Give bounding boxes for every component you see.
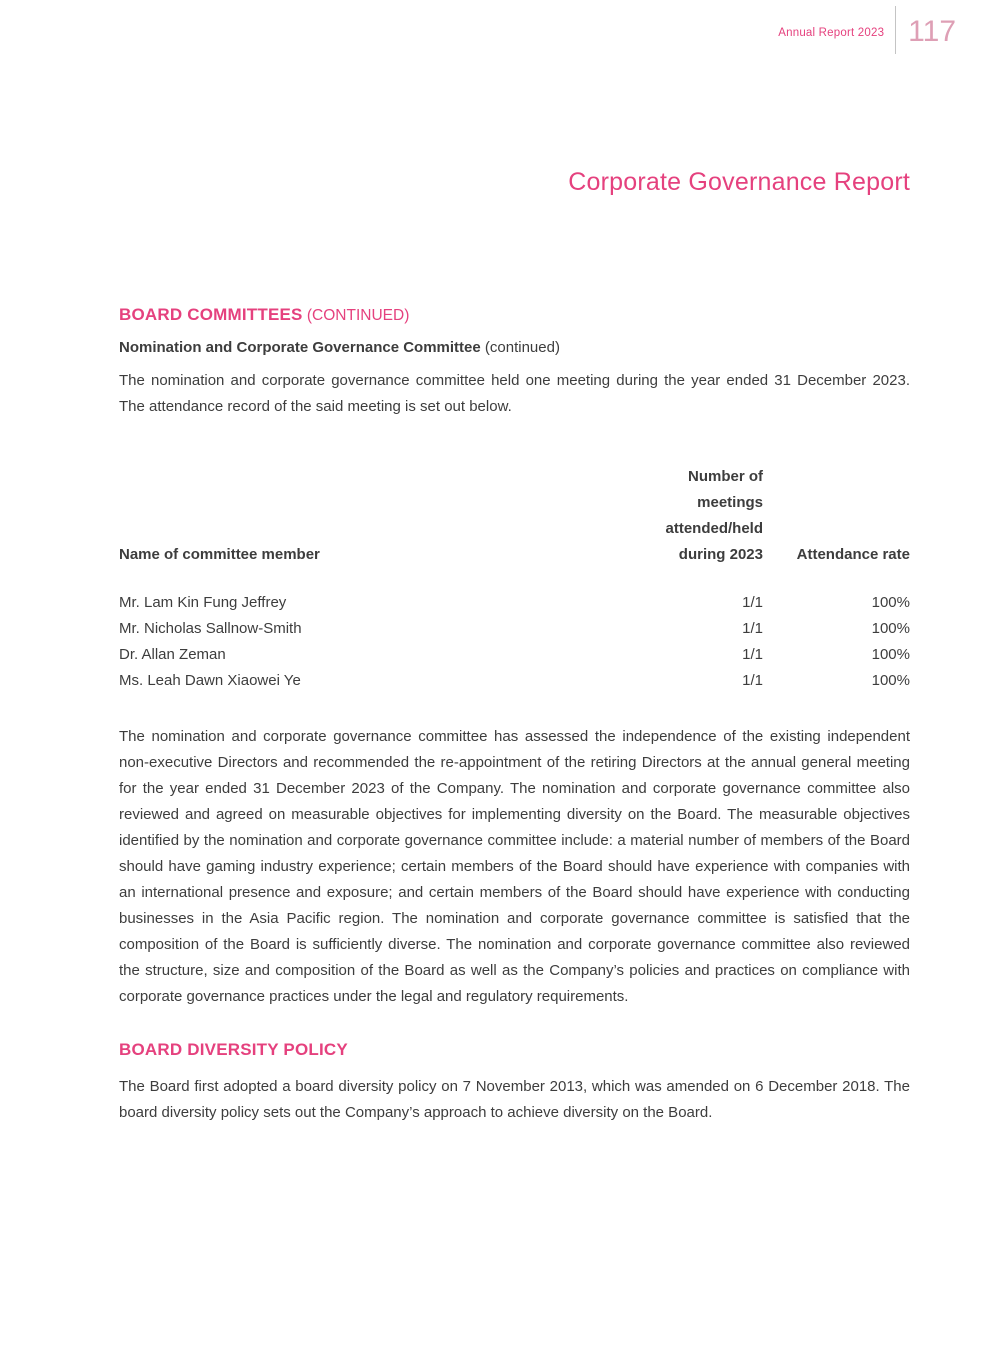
table-row: [119, 616, 910, 642]
board-diversity-paragraph: The Board first adopted a board diversity policy on 7 November 2013, which was amended on 6 December 2018. The board diversity policy sets out the Company’s approach to achieve diversity on the Board.: [119, 1078, 910, 1121]
page-title: Corporate Governance Report: [568, 168, 910, 196]
column-header-meetings-line3: attended/held: [665, 520, 763, 537]
cell-meetings-attended: 1/1: [742, 620, 763, 637]
cell-meetings-attended: 1/1: [742, 672, 763, 689]
cell-member-name: Dr. Allan Zeman: [119, 646, 226, 663]
subheading-text: Nomination and Corporate Governance Committee: [119, 339, 481, 356]
column-header-meetings: [573, 464, 763, 568]
column-header-meetings-line1: Number of: [688, 468, 763, 485]
cell-attendance-rate: 100%: [871, 620, 910, 637]
cell-attendance-rate: 100%: [871, 594, 910, 611]
cell-member-name: Ms. Leah Dawn Xiaowei Ye: [119, 672, 301, 689]
section-heading-suffix: (CONTINUED): [302, 307, 410, 324]
cell-meetings-attended: 1/1: [742, 594, 763, 611]
subheading-nomination-committee: [119, 339, 910, 356]
intro-paragraph: The nomination and corporate governance committee held one meeting during the year ended 31 December 2023. The attendance record of the said meeting is set out below.: [119, 372, 910, 415]
section-heading-board-committees: [119, 305, 910, 325]
page-number: 117: [908, 15, 956, 48]
committee-assessment-paragraph: The nomination and corporate governance committee has assessed the independence of the existing independent non-executive Directors and recommended the re-appointment of the retiring Directors at the annual general meeting for the year ended 31 December 2023 of the Company. The nomination and corporate governance committee also reviewed and agreed on measurable objectives for implementing diversity on the Board. The measurable objectives identified by the nomination and corporate governance committee include: a material number of members of the Board should have gaming industry experience; certain members of the Board should have experience with companies with an international presence and exposure; and certain members of the Board should have experience with conducting businesses in the Asia Pacific region. The nomination and corporate governance committee is satisfied that the composition of the Board is sufficiently diverse. The nomination and corporate governance committee also reviewed the structure, size and composition of the Board as well as the Company’s policies and practices on compliance with corporate governance practices under the legal and regulatory requirements.: [119, 728, 910, 1005]
section-heading-board-diversity: BOARD DIVERSITY POLICY: [119, 1040, 348, 1059]
cell-attendance-rate: 100%: [871, 646, 910, 663]
cell-member-name: Mr. Nicholas Sallnow-Smith: [119, 620, 302, 637]
section-heading-text: BOARD COMMITTEES: [119, 305, 303, 324]
cell-meetings-attended: 1/1: [742, 646, 763, 663]
column-header-meetings-line2: meetings: [697, 494, 763, 511]
table-row: [119, 590, 910, 616]
subheading-suffix: (continued): [480, 339, 560, 356]
running-header: [778, 0, 956, 62]
column-header-name: Name of committee member: [119, 546, 320, 563]
content: [119, 305, 910, 1126]
table-row: [119, 668, 910, 694]
cell-attendance-rate: 100%: [871, 672, 910, 689]
header-divider: [895, 6, 896, 54]
column-header-meetings-line4: during 2023: [678, 546, 763, 563]
report-label: Annual Report 2023: [778, 27, 885, 39]
attendance-table-header: [119, 464, 910, 568]
attendance-table: [119, 464, 910, 694]
column-header-attendance-rate: Attendance rate: [796, 546, 910, 563]
table-row: [119, 642, 910, 668]
cell-member-name: Mr. Lam Kin Fung Jeffrey: [119, 594, 287, 611]
attendance-table-rows: [119, 590, 910, 694]
